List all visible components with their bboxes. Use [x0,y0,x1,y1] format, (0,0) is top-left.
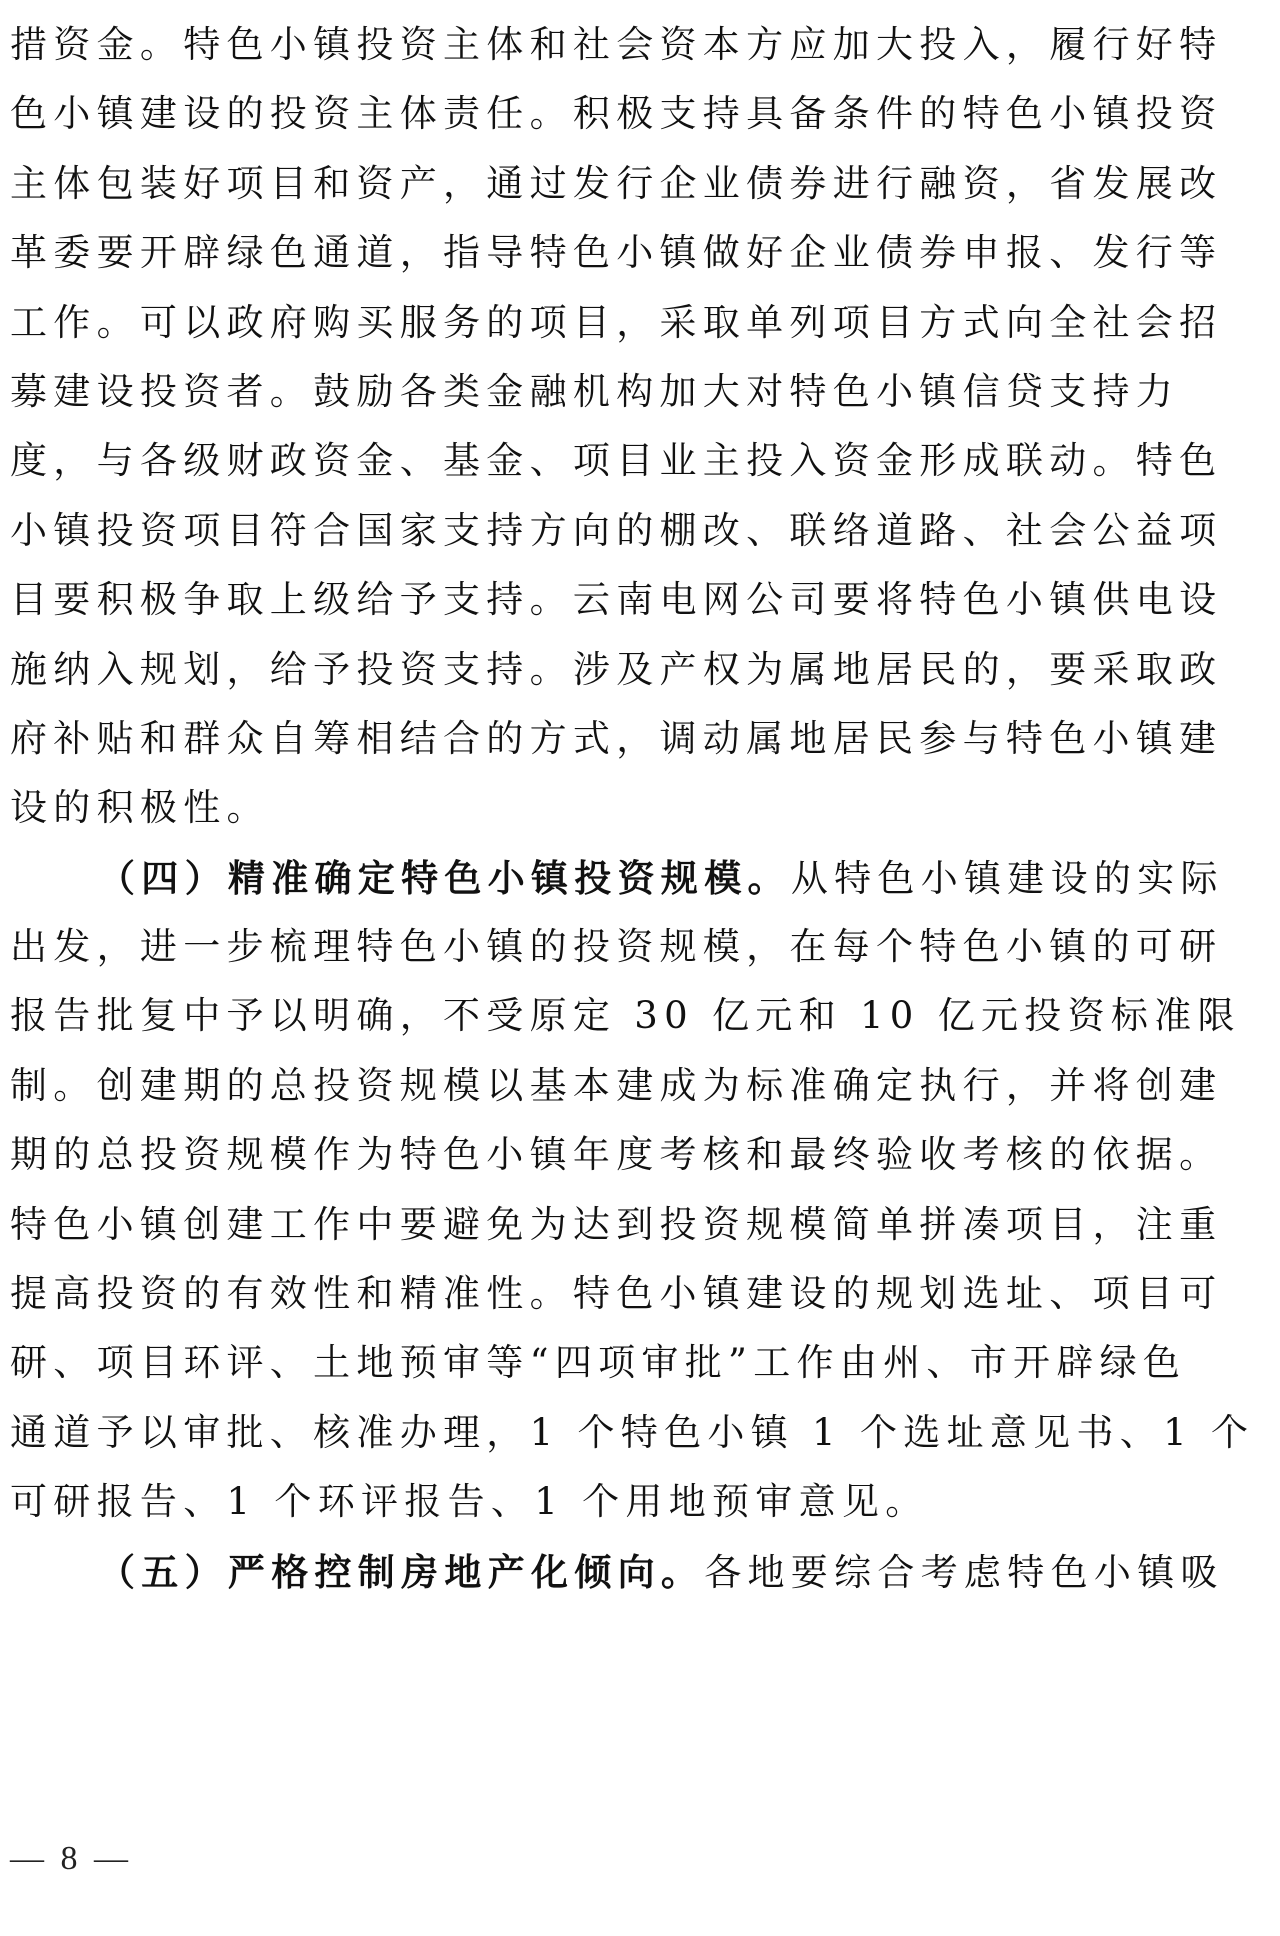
section-5-first-line [10,1546,1250,1615]
section-5-text: 各地要综合考虑特色小镇吸 [704,1550,1224,1594]
text-line: 出发，进一步梳理特色小镇的投资规模，在每个特色小镇的可研 [10,925,1223,969]
text-line: 设的积极性。 [10,786,270,830]
text-line: 制。创建期的总投资规模以基本建成为标准确定执行，并将创建 [10,1063,1223,1107]
text-line: 措资金。特色小镇投资主体和社会资本方应加大投入，履行好特 [10,23,1223,66]
page-number: — 8 — [10,1840,132,1877]
section-5-heading: （五）严格控制房地产化倾向。 [98,1549,705,1594]
text-line: 色小镇建设的投资主体责任。积极支持具备条件的特色小镇投资 [10,92,1223,136]
text-line: 可研报告、1 个环评报告、1 个用地预审意见。 [10,1480,929,1524]
text-line: 报告批复中予以明确，不受原定 30 亿元和 10 亿元投资标准限 [10,994,1241,1038]
document-page [10,19,1255,1615]
section-4-text: 从特色小镇建设的实际 [790,856,1224,900]
text-line: 主体包装好项目和资产，通过发行企业债券进行融资，省发展改 [10,161,1223,205]
text-line: 小镇投资项目符合国家支持方向的棚改、联络道路、社会公益项 [10,508,1223,552]
text-line: 府补贴和群众自筹相结合的方式，调动属地居民参与特色小镇建 [10,716,1223,760]
text-line: 期的总投资规模作为特色小镇年度考核和最终验收考核的依据。 [10,1133,1223,1177]
text-line: 研、项目环评、土地预审等“四项审批”工作由州、市开辟绿色 [10,1341,1187,1385]
text-line: 革委要开辟绿色通道，指导特色小镇做好企业债券申报、发行等 [10,231,1223,275]
section-4-heading: （四）精准确定特色小镇投资规模。 [98,855,791,900]
text-line: 通道予以审批、核准办理，1 个特色小镇 1 个选址意见书、1 个 [10,1410,1255,1454]
section-4-first-line [10,852,1250,921]
text-line: 度，与各级财政资金、基金、项目业主投入资金形成联动。特色 [10,439,1223,483]
text-line: 施纳入规划，给予投资支持。涉及产权为属地居民的，要采取政 [10,647,1223,691]
text-line: 目要积极争取上级给予支持。云南电网公司要将特色小镇供电设 [10,578,1223,622]
text-line: 工作。可以政府购买服务的项目，采取单列项目方式向全社会招 [10,300,1223,344]
text-line: 提高投资的有效性和精准性。特色小镇建设的规划选址、项目可 [10,1272,1223,1316]
text-line: 特色小镇创建工作中要避免为达到投资规模简单拼凑项目，注重 [10,1202,1223,1246]
text-line: 募建设投资者。鼓励各类金融机构加大对特色小镇信贷支持力 [10,369,1180,413]
